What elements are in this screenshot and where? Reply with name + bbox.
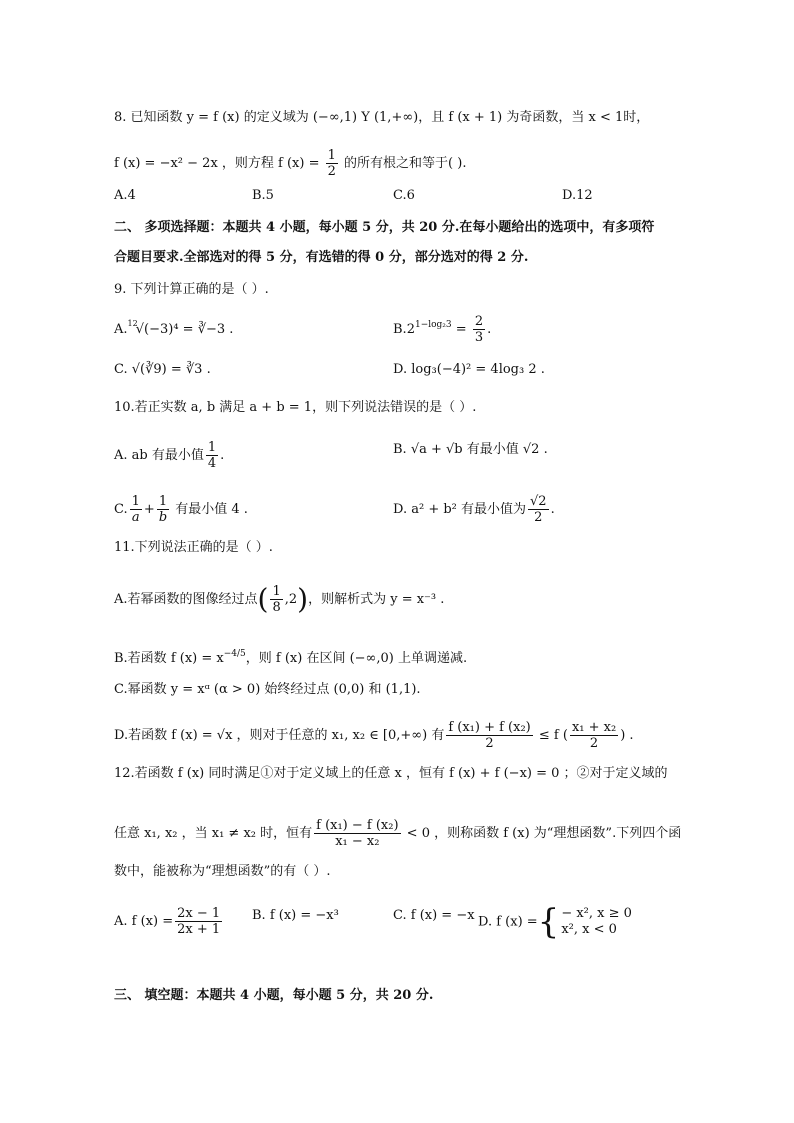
q11-option-c: C.幂函数 y = xᵅ (α > 0) 始终经过点 (0,0) 和 (1,1). <box>114 682 421 697</box>
q9-a-label: A. <box>114 322 128 337</box>
section2-line2: 合题目要求.全部选对的得 5 分，有选错的得 0 分，部分选对的得 2 分. <box>114 250 529 265</box>
q11-d-end: ) . <box>620 728 634 743</box>
radical-icon: √ <box>135 322 145 337</box>
q10-d-pre: D. a² + b² 有最小值为 <box>393 502 527 517</box>
q12-option-a <box>114 906 224 937</box>
q11-b-exp: −4/5 <box>223 649 246 659</box>
q12-option-c: C. f (x) = −x <box>393 908 475 923</box>
q12-option-d <box>478 902 632 942</box>
q8-option-c: C.6 <box>393 188 415 203</box>
left-paren-icon: ( <box>257 582 269 616</box>
q12-option-b: B. f (x) = −x³ <box>252 908 339 923</box>
q12-line1: 12.若函数 f (x) 同时满足①对于定义域上的任意 x ，恒有 f (x) + f (−x) = 0 ；②对于定义域的 <box>114 766 668 781</box>
q8-frac-den: 2 <box>327 164 336 179</box>
q11-a-pre: A.若幂函数的图像经过点 <box>114 592 258 607</box>
q11-a-den: 8 <box>272 600 281 615</box>
q9-option-b <box>393 314 491 345</box>
q10-a-num: 1 <box>207 440 217 455</box>
q10-d-den: 2 <box>534 510 543 525</box>
q9-option-a <box>114 314 233 340</box>
q11-d-fraction1 <box>446 720 532 751</box>
left-brace-icon: { <box>537 902 560 942</box>
q11-d-den: 2 <box>485 736 494 751</box>
q10-a-end: . <box>220 448 225 463</box>
q9-b-end: . <box>487 322 492 337</box>
q10-c-plus: + <box>143 502 155 517</box>
q12-line2 <box>114 818 681 849</box>
q11-a-num: 1 <box>272 584 281 599</box>
q10-option-b: B. √a + √b 有最小值 √2 . <box>393 442 548 457</box>
q10-d-num: √2 <box>530 494 547 509</box>
q10-c-end: 有最小值 4 . <box>171 502 248 517</box>
q10-c-den2: b <box>158 510 168 525</box>
q8-line2-post: 的所有根之和等于( ). <box>339 156 467 171</box>
q9-a-body: (−3)⁴ = ∛−3 . <box>144 322 234 337</box>
q8-option-a: A.4 <box>114 188 136 203</box>
q12-d-case1: − x², x ≥ 0 <box>561 906 632 921</box>
q9-b-exp: 1−log₂3 <box>414 320 452 330</box>
q9-b-den: 3 <box>474 330 484 345</box>
q12-d-cases <box>561 906 632 938</box>
q10-c-fraction1 <box>130 494 142 525</box>
q11-d-num: f (x₁) + f (x₂) <box>448 720 531 735</box>
q11-d-fraction2 <box>570 720 618 751</box>
q12-a-pre: A. f (x) = <box>114 914 174 929</box>
q12-fraction <box>314 818 400 849</box>
q11-b-post: ，则 f (x) 在区间 (−∞,0) 上单调递减. <box>245 651 468 666</box>
q9-b-fraction <box>473 314 485 345</box>
q8-line1: 8. 已知函数 y = f (x) 的定义域为 (−∞,1) Y (1,+∞)，且 f (x + 1) 为奇函数，当 x < 1时， <box>114 110 650 125</box>
q12-a-den: 2x + 1 <box>177 922 221 937</box>
q11-d-num2: x₁ + x₂ <box>571 720 617 735</box>
q11-b-pre: B.若函数 f (x) = x <box>114 651 224 666</box>
section2-line1: 二、 多项选择题：本题共 4 小题，每小题 5 分，共 20 分.在每小题给出的选项中，有多项符 <box>114 220 655 235</box>
q12-d-case2: x², x < 0 <box>561 922 617 937</box>
q8-line2 <box>114 148 466 179</box>
right-paren-icon: ) <box>297 582 309 616</box>
q11-option-a <box>114 584 444 615</box>
q10-option-c <box>114 494 248 525</box>
q10-c-num2: 1 <box>157 494 169 510</box>
q12-line2-den: x₁ − x₂ <box>335 834 380 849</box>
q11-d-mid: ≤ f ( <box>534 728 568 743</box>
q10-stem: 10.若正实数 a, b 满足 a + b = 1，则下列说法错误的是（ ）. <box>114 400 477 415</box>
q12-line2-post: < 0 ，则称函数 f (x) 为“理想函数”.下列四个函 <box>402 826 682 841</box>
q9-option-c: C. √(∛9) = ∛3 . <box>114 362 211 377</box>
q12-d-pre: D. f (x) = <box>478 914 538 930</box>
q8-fraction <box>326 148 338 179</box>
q9-b-eq: = <box>451 322 471 337</box>
q8-frac-num: 1 <box>327 148 336 163</box>
q10-a-den: 4 <box>207 456 217 471</box>
q10-d-end: . <box>550 502 555 517</box>
q11-d-den2: 2 <box>589 736 599 751</box>
q8-line2-pre: f (x) = −x² − 2x ，则方程 f (x) = <box>114 156 324 171</box>
q10-a-pre: A. ab 有最小值 <box>114 448 204 463</box>
q11-a-fraction <box>270 584 282 615</box>
q12-line2-num: f (x₁) − f (x₂) <box>316 818 399 833</box>
q11-d-pre: D.若函数 f (x) = √x ，则对于任意的 x₁, x₂ ∈ [0,+∞) 有 <box>114 728 445 743</box>
q10-d-fraction <box>528 494 549 525</box>
q10-c-fraction2 <box>157 494 169 525</box>
q10-c-den1: a <box>131 510 140 525</box>
q12-line3: 数中，能被称为“理想函数”的有（ ）. <box>114 864 331 879</box>
q10-c-num1: 1 <box>131 494 140 509</box>
q9-b-label: B. <box>393 322 407 337</box>
q8-option-d: D.12 <box>562 188 593 203</box>
q9-b-num: 2 <box>474 314 484 329</box>
q10-c-label: C. <box>114 502 128 517</box>
q11-option-d <box>114 720 634 751</box>
q9-option-d: D. log₃(−4)² = 4log₃ 2 . <box>393 362 545 377</box>
q12-a-fraction <box>175 906 222 937</box>
q10-a-fraction <box>206 440 218 471</box>
q11-stem: 11.下列说法正确的是（ ）. <box>114 540 273 555</box>
q10-option-a <box>114 440 224 471</box>
q12-line2-pre: 任意 x₁, x₂ ，当 x₁ ≠ x₂ 时，恒有 <box>114 826 313 841</box>
q9-b-base: 2 <box>406 322 415 337</box>
q8-option-b: B.5 <box>252 188 274 203</box>
q12-a-num: 2x − 1 <box>177 906 221 921</box>
q11-option-b <box>114 644 467 669</box>
q11-a-mid: ,2 <box>284 592 298 607</box>
q9-stem: 9. 下列计算正确的是（ ）. <box>114 282 269 297</box>
section3-title: 三、 填空题：本题共 4 小题，每小题 5 分，共 20 分. <box>114 988 434 1003</box>
q9-a-root-index: 12 <box>127 319 138 328</box>
q10-option-d <box>393 494 555 525</box>
q11-a-post: ，则解析式为 y = x⁻³ . <box>308 592 445 607</box>
